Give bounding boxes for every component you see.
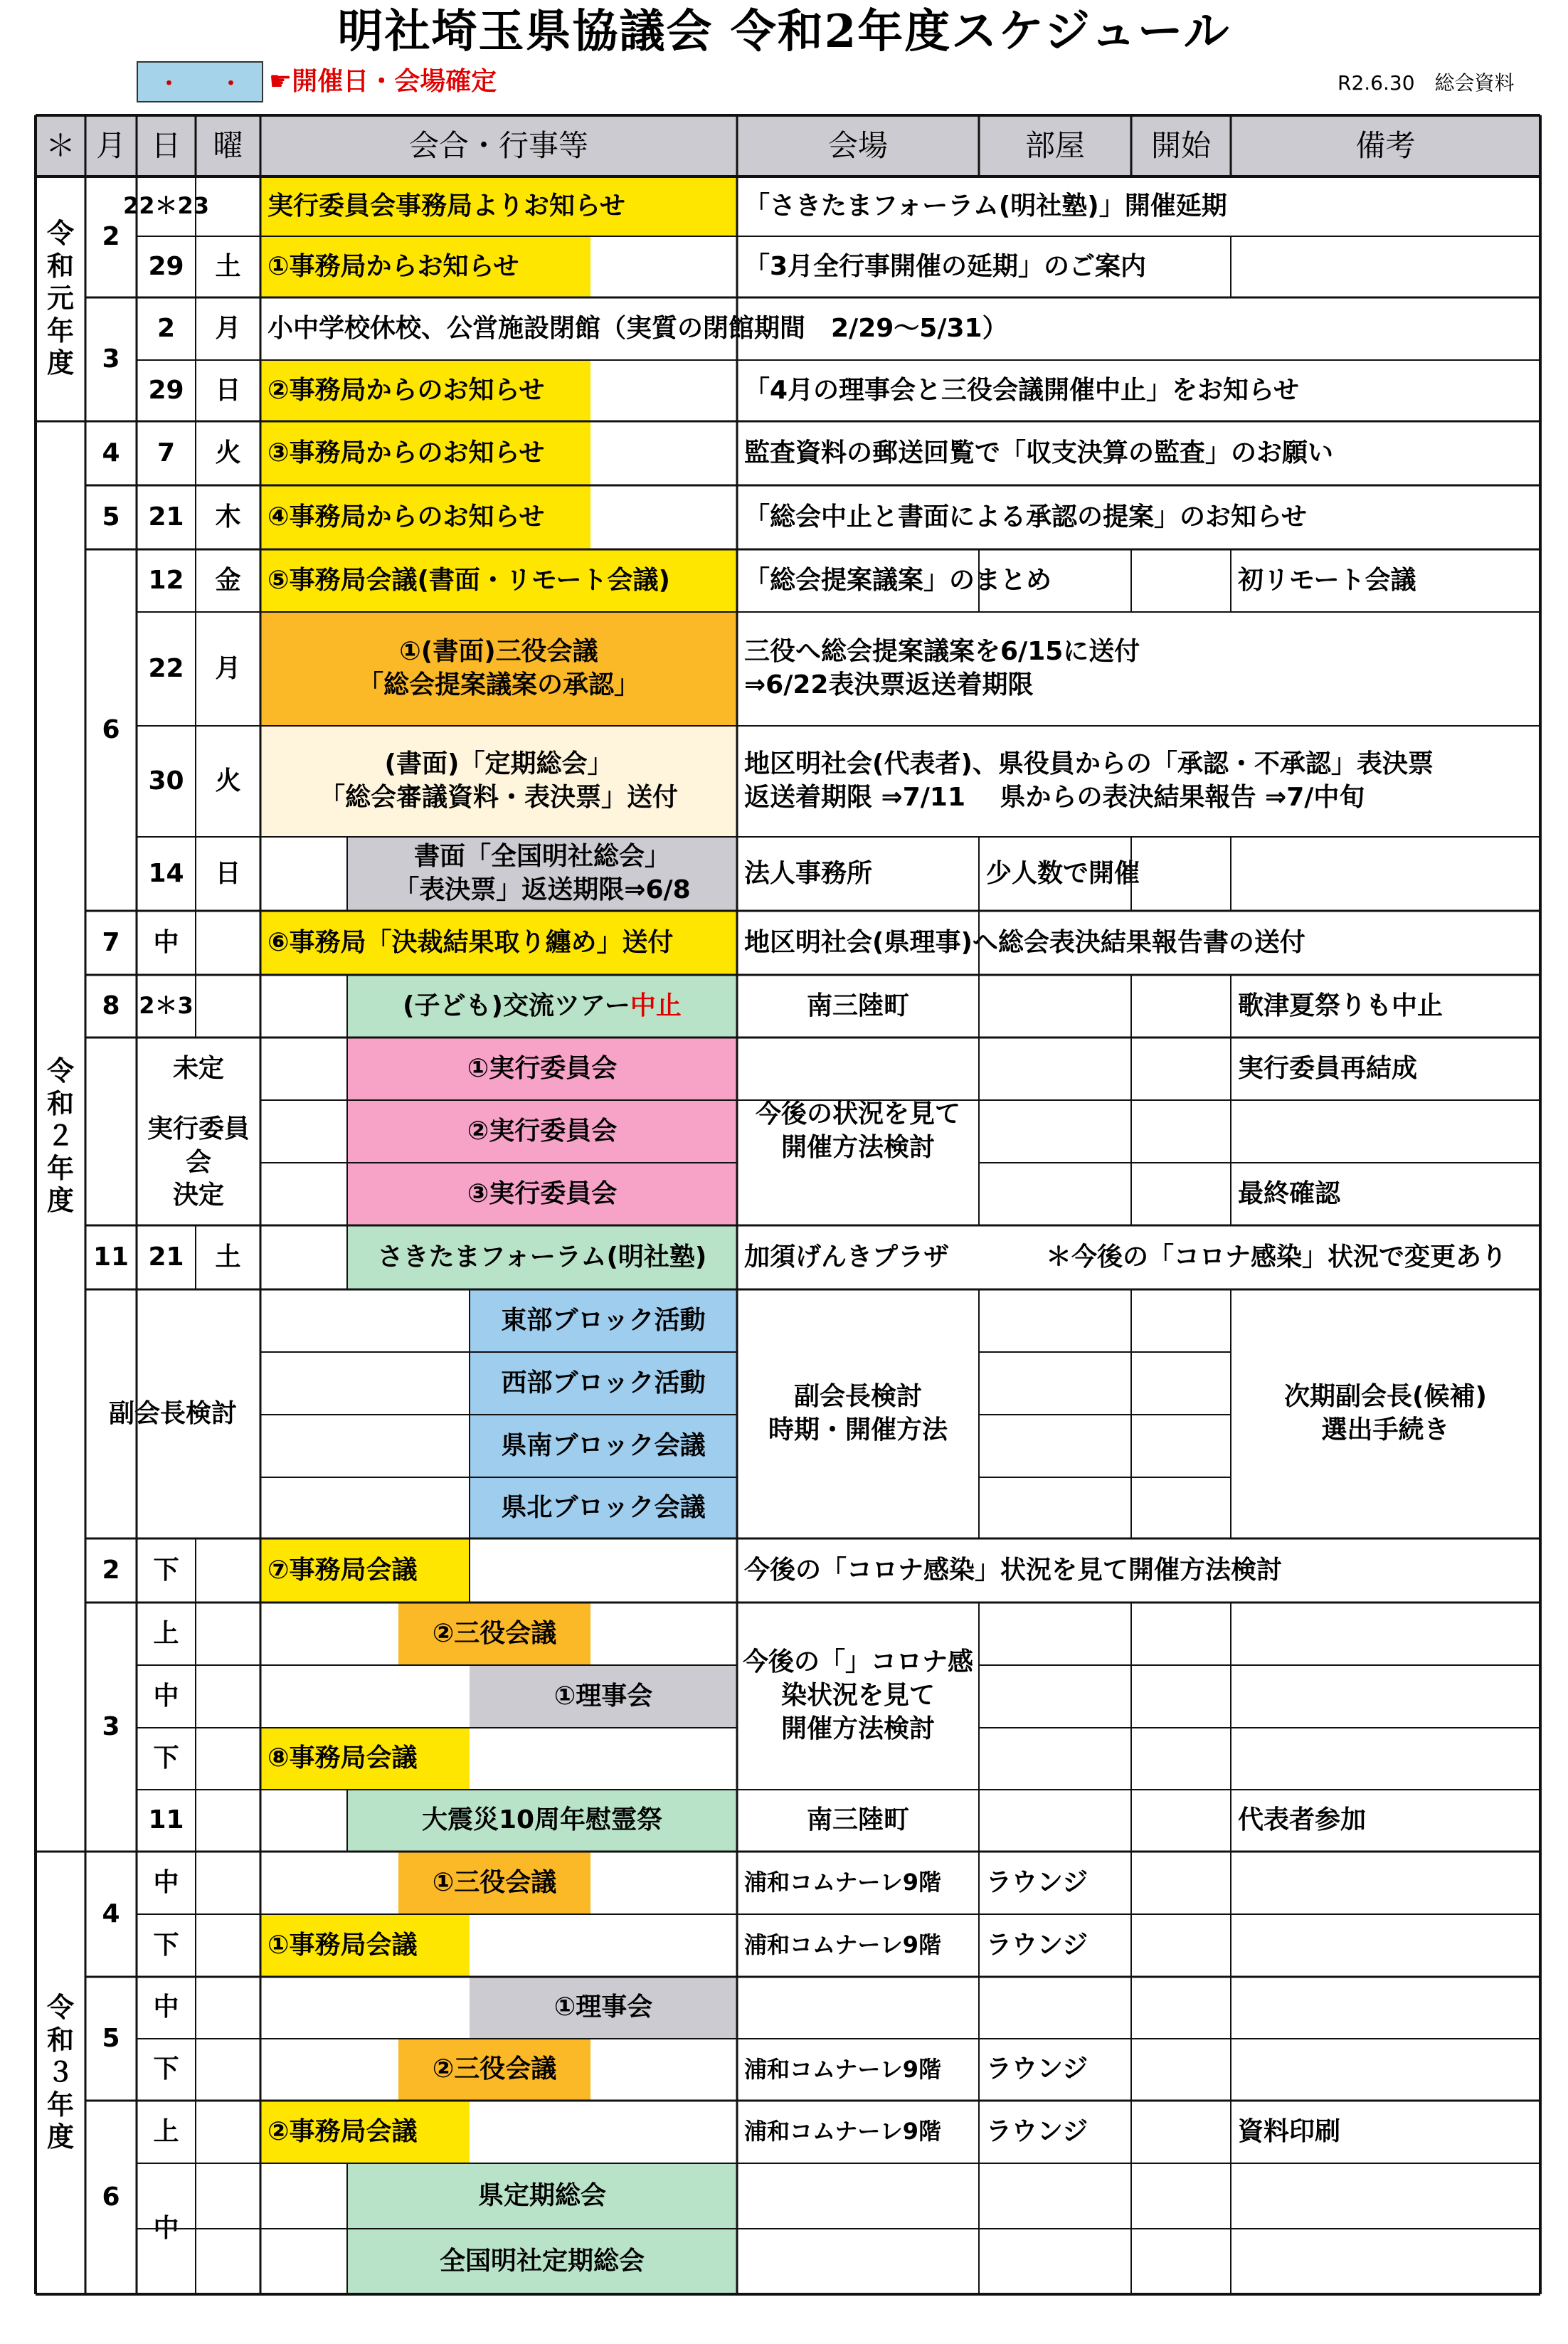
weekday-cell: 土: [215, 1242, 241, 1272]
event-title: (子ども)交流ツアー: [403, 991, 630, 1020]
day-cell: 2＊3: [139, 992, 194, 1020]
room-cell: ラウンジ: [986, 1930, 1088, 1960]
event-cell: ③実行委員会: [347, 1163, 737, 1225]
day-cell: 7: [157, 438, 176, 468]
date-cell: 副会長検討: [108, 1398, 237, 1428]
venue-cell: 副会長検討 時期・開催方法: [768, 1382, 948, 1445]
day-cell: 11: [148, 1805, 184, 1835]
event-cell: ②三役会議: [398, 1603, 590, 1665]
header-weekday: 曜: [196, 115, 260, 176]
legend-dot: ・: [158, 72, 180, 97]
notes-cell: 次期副会長(候補) 選出手続き: [1284, 1382, 1487, 1445]
weekday-cell: 火: [215, 438, 241, 468]
month-cell: 5: [102, 2023, 120, 2053]
day-cell: 下: [153, 2054, 179, 2084]
month-cell: 3: [102, 344, 120, 374]
event-cell: ③事務局からのお知らせ: [260, 421, 590, 485]
weekday-cell: 土: [215, 251, 241, 281]
event-cell: 小中学校休校、公営施設閉館（実質の閉館期間 2/29～5/31）: [267, 313, 1008, 343]
month-cell: 11: [92, 1242, 129, 1272]
venue-cell: 浦和コムナーレ9階: [744, 1931, 941, 1959]
notes-cell: ＊今後の「コロナ感染」状況で変更あり: [1046, 1242, 1508, 1272]
notes-cell: 資料印刷: [1238, 2116, 1341, 2146]
page-title: 明社埼玉県協議会 令和2年度スケジュール: [337, 5, 1231, 58]
event-cell: ②三役会議: [398, 2039, 590, 2101]
venue-cell: 地区明社会(代表者)、県役員からの「承認・不承認」表決票 返送着期限 ⇒7/11 県からの表決結果報告 ⇒7/中旬: [744, 749, 1434, 812]
event-cell: 大震災10周年慰霊祭: [347, 1790, 737, 1852]
event-cell: (書面)「定期総会」 「総会審議資料・表決票」送付: [260, 726, 737, 837]
legend-label: ☛開催日・会場確定: [269, 67, 497, 96]
event-cell: ①(書面)三役会議 「総会提案議案の承認」: [260, 612, 737, 726]
event-cell: ⑥事務局「決裁結果取り纏め」送付: [260, 911, 737, 975]
month-cell: 8: [102, 991, 120, 1020]
venue-cell: 「3月全行事開催の延期」のご案内: [744, 251, 1147, 281]
venue-cell: 今後の「コロナ感染」状況を見て開催方法検討: [744, 1555, 1283, 1585]
notes-cell: 実行委員再結成: [1238, 1053, 1418, 1083]
day-cell: 2: [157, 313, 176, 343]
event-cell: 実行委員会事務局よりお知らせ: [260, 176, 737, 236]
day-cell: 29: [148, 375, 184, 405]
day-cell: 下: [153, 1555, 179, 1585]
notes-cell: 代表者参加: [1238, 1805, 1367, 1835]
event-cell: 東部ブロック活動: [470, 1289, 737, 1352]
era-reiwa-3: 令 和 ３ 年 度: [46, 1992, 74, 2153]
day-cell: 12: [148, 565, 184, 595]
day-cell: 22＊23: [122, 192, 210, 220]
event-cell: ①三役会議: [398, 1852, 590, 1914]
month-cell: 4: [102, 438, 120, 468]
venue-cell: 今後の「」コロナ感 染状況を見て 開催方法検討: [742, 1647, 973, 1743]
era-reiwa-2: 令 和 ２ 年 度: [46, 1055, 74, 1217]
event-cell: ①事務局からお知らせ: [260, 236, 590, 297]
document-reference: R2.6.30 総会資料: [1337, 71, 1515, 95]
venue-cell: 法人事務所: [744, 858, 873, 888]
weekday-cell: 火: [215, 766, 241, 796]
event-cell: ①理事会: [470, 1977, 737, 2039]
venue-cell: 南三陸町: [806, 1805, 909, 1835]
legend-dot: ・: [220, 72, 242, 97]
event-cell: ①事務局会議: [260, 1914, 470, 1977]
month-cell: 3: [102, 1711, 120, 1741]
month-cell: 6: [102, 2182, 120, 2212]
day-cell: 中: [153, 927, 179, 957]
venue-cell: 加須げんきプラザ: [744, 1242, 950, 1272]
day-cell: 14: [148, 858, 184, 888]
room-cell: 少人数で開催: [986, 858, 1140, 888]
room-cell: ラウンジ: [986, 1867, 1088, 1897]
era-reiwa-1: 令 和 元 年 度: [46, 218, 74, 379]
event-cell: 全国明社定期総会: [347, 2229, 737, 2294]
event-cell: 書面「全国明社総会」 「表決票」返送期限⇒6/8: [347, 837, 737, 911]
header-event: 会合・行事等: [260, 115, 737, 176]
date-cell: 実行委員会 決定: [147, 1114, 250, 1210]
day-cell: 中: [153, 1867, 179, 1897]
notes-cell: 初リモート会議: [1238, 565, 1416, 595]
event-cell: 県南ブロック会議: [470, 1415, 737, 1477]
notes-cell: 歌津夏祭りも中止: [1238, 991, 1443, 1020]
venue-cell: 浦和コムナーレ9階: [744, 1869, 941, 1896]
event-cell: ①実行委員会: [347, 1038, 737, 1100]
venue-cell: 地区明社会(県理事)へ総会表決結果報告書の送付: [744, 927, 1305, 957]
weekday-cell: 金: [215, 565, 241, 595]
room-cell: ラウンジ: [986, 2054, 1088, 2084]
day-cell: 21: [148, 502, 184, 532]
day-cell: 22: [148, 653, 184, 683]
room-cell: ラウンジ: [986, 2116, 1088, 2146]
weekday-cell: 月: [215, 313, 241, 343]
day-cell: 中: [153, 2213, 179, 2243]
event-cell: ②事務局からのお知らせ: [260, 360, 590, 421]
event-cell: ②実行委員会: [347, 1100, 737, 1163]
header-month: 月: [85, 115, 137, 176]
venue-cell: 「総会中止と書面による承認の提案」のお知らせ: [744, 502, 1307, 532]
venue-cell: 「総会提案議案」のまとめ: [744, 565, 1052, 595]
month-cell: 2: [102, 221, 120, 251]
weekday-cell: 月: [215, 653, 241, 683]
venue-cell: 「さきたまフォーラム(明社塾)」開催延期: [744, 191, 1227, 221]
cancelled-badge: 中止: [630, 991, 682, 1020]
notes-cell: 最終確認: [1238, 1178, 1341, 1208]
venue-cell: 南三陸町: [806, 991, 909, 1020]
month-cell: 7: [102, 927, 120, 957]
day-cell: 中: [153, 1992, 179, 2022]
day-cell: 下: [153, 1930, 179, 1960]
day-cell: 21: [148, 1242, 184, 1272]
venue-cell: 浦和コムナーレ9階: [744, 2118, 941, 2145]
event-cell: 西部ブロック活動: [470, 1352, 737, 1415]
month-cell: 5: [102, 502, 120, 532]
day-cell: 中: [153, 1681, 179, 1711]
weekday-cell: 日: [215, 858, 241, 888]
day-cell: 下: [153, 1743, 179, 1773]
header-star: ＊: [36, 115, 85, 176]
venue-cell: 「4月の理事会と三役会議開催中止」をお知らせ: [744, 375, 1299, 405]
day-cell: 30: [148, 766, 184, 796]
event-cell: ④事務局からのお知らせ: [260, 485, 590, 549]
month-cell: 2: [102, 1555, 120, 1585]
header-notes: 備考: [1231, 115, 1540, 176]
weekday-cell: 日: [215, 375, 241, 405]
header-start: 開始: [1131, 115, 1231, 176]
day-cell: 29: [148, 251, 184, 281]
venue-cell: 監査資料の郵送回覧で「収支決算の監査」のお願い: [744, 438, 1334, 468]
header-venue: 会場: [737, 115, 979, 176]
day-cell: 上: [153, 1618, 179, 1648]
month-cell: 6: [102, 714, 120, 744]
venue-cell: 浦和コムナーレ9階: [744, 2055, 941, 2083]
event-cell: 県北ブロック会議: [470, 1477, 737, 1538]
venue-cell: 三役へ総会提案議案を6/15に送付 ⇒6/22表決票返送着期限: [744, 637, 1140, 699]
event-cell: ⑧事務局会議: [260, 1728, 470, 1790]
month-cell: 4: [102, 1899, 120, 1928]
header-room: 部屋: [979, 115, 1131, 176]
venue-cell: 今後の状況を見て 開催方法検討: [755, 1099, 960, 1162]
day-cell: 上: [153, 2116, 179, 2146]
event-cell: さきたまフォーラム(明社塾): [347, 1225, 737, 1289]
event-cell: ②事務局会議: [260, 2101, 470, 2163]
weekday-cell: 木: [215, 502, 241, 532]
event-cell: ⑤事務局会議(書面・リモート会議): [260, 549, 737, 612]
header-day: 日: [137, 115, 196, 176]
event-cell: ⑦事務局会議: [260, 1538, 470, 1603]
event-cell: ①理事会: [470, 1665, 737, 1728]
event-cell: 県定期総会: [347, 2163, 737, 2229]
date-cell: 未定: [172, 1053, 224, 1083]
